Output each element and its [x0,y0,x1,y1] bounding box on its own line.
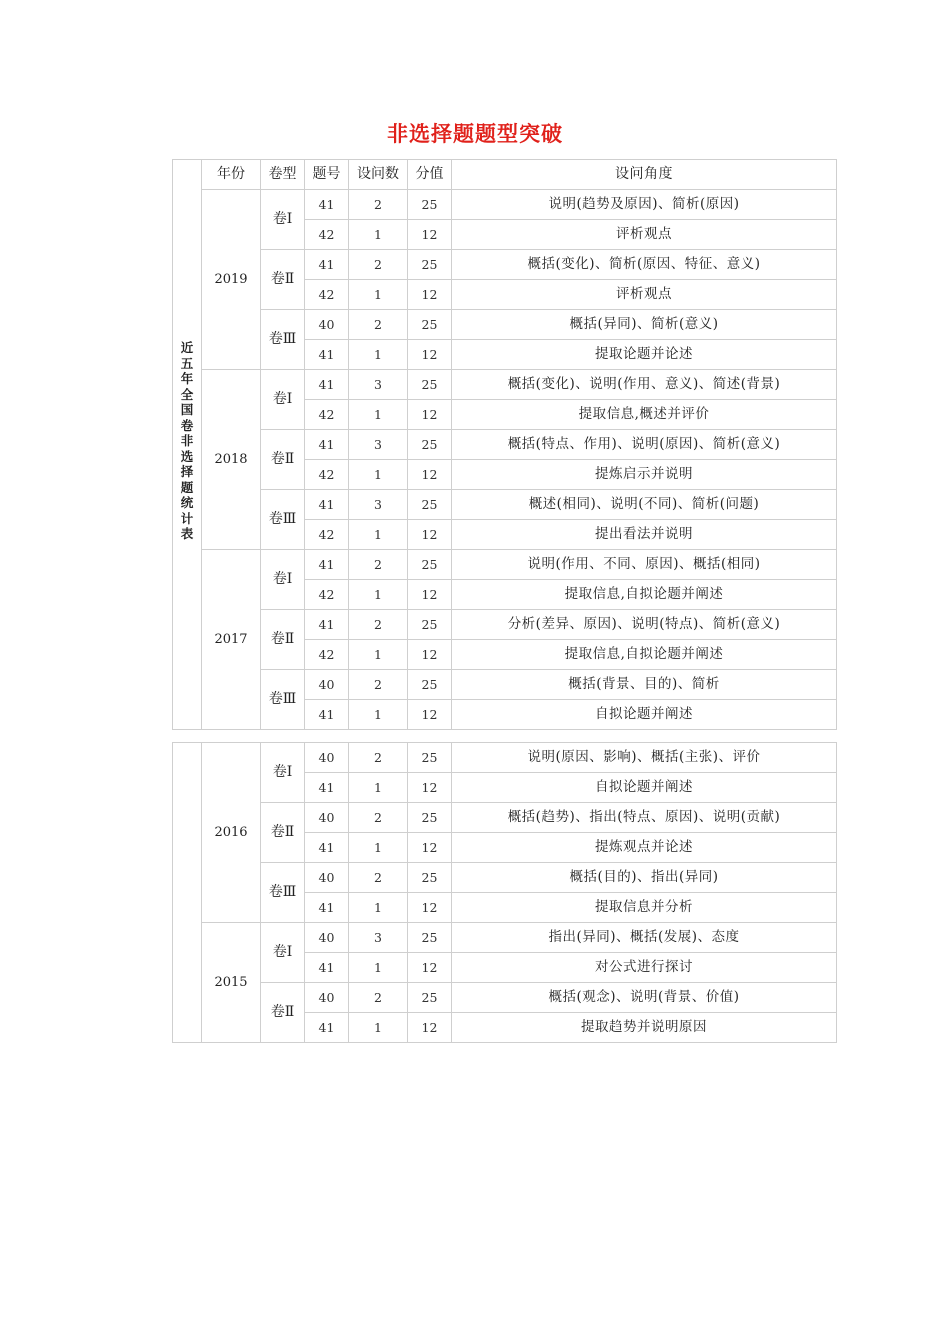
question-angle-cell: 指出(异同)、概括(发展)、态度 [452,923,837,953]
question-angle-cell: 概括(目的)、指出(异同) [452,863,837,893]
question-count-cell: 2 [349,803,408,833]
table-row [173,983,837,1013]
table-row [173,490,837,520]
question-count-cell: 2 [349,983,408,1013]
question-angle-cell: 提取信息并分析 [452,893,837,923]
question-number-cell: 42 [305,460,349,490]
question-number-cell: 41 [305,893,349,923]
paper-type-cell: 卷Ⅲ [261,670,305,730]
table-row [173,310,837,340]
question-angle-cell: 自拟论题并阐述 [452,700,837,730]
question-number-cell: 40 [305,863,349,893]
question-angle-cell: 对公式进行探讨 [452,953,837,983]
paper-type-cell: 卷Ⅰ [261,370,305,430]
score-cell: 25 [408,370,452,400]
side-label-cell [173,160,202,730]
question-number-cell: 41 [305,340,349,370]
table-row [173,803,837,833]
question-angle-cell: 说明(原因、影响)、概括(主张)、评价 [452,743,837,773]
question-number-cell: 42 [305,520,349,550]
question-angle-cell: 概括(趋势)、指出(特点、原因)、说明(贡献) [452,803,837,833]
paper-type-cell: 卷Ⅲ [261,310,305,370]
score-cell: 12 [408,460,452,490]
paper-type-cell: 卷Ⅰ [261,743,305,803]
paper-type-cell: 卷Ⅰ [261,923,305,983]
question-count-cell: 1 [349,893,408,923]
paper-type-cell: 卷Ⅲ [261,490,305,550]
table-header-row [173,160,837,190]
table-row [173,610,837,640]
score-cell: 12 [408,1013,452,1043]
question-number-cell: 42 [305,640,349,670]
question-count-cell: 1 [349,400,408,430]
score-cell: 25 [408,430,452,460]
score-cell: 12 [408,220,452,250]
score-cell: 25 [408,550,452,580]
question-count-cell: 1 [349,833,408,863]
score-cell: 12 [408,520,452,550]
score-cell: 12 [408,953,452,983]
question-angle-cell: 概括(背景、目的)、简析 [452,670,837,700]
score-cell: 25 [408,803,452,833]
question-angle-cell: 说明(趋势及原因)、简析(原因) [452,190,837,220]
header-cell: 设问角度 [452,160,837,190]
score-cell: 12 [408,833,452,863]
question-count-cell: 2 [349,670,408,700]
question-angle-cell: 概括(变化)、简析(原因、特征、意义) [452,250,837,280]
question-count-cell: 1 [349,640,408,670]
question-count-cell: 1 [349,773,408,803]
header-cell: 分值 [408,160,452,190]
score-cell: 12 [408,280,452,310]
question-angle-cell: 概括(变化)、说明(作用、意义)、简述(背景) [452,370,837,400]
question-number-cell: 41 [305,190,349,220]
question-number-cell: 42 [305,220,349,250]
question-number-cell: 40 [305,670,349,700]
page-title: 非选择题题型突破 [387,122,563,146]
score-cell: 25 [408,670,452,700]
question-number-cell: 40 [305,923,349,953]
question-count-cell: 3 [349,490,408,520]
question-number-cell: 41 [305,773,349,803]
question-count-cell: 2 [349,743,408,773]
question-number-cell: 42 [305,400,349,430]
paper-type-cell: 卷Ⅰ [261,550,305,610]
question-angle-cell: 概述(相同)、说明(不同)、简析(问题) [452,490,837,520]
table-row [173,430,837,460]
score-cell: 12 [408,700,452,730]
question-count-cell: 2 [349,550,408,580]
paper-type-cell: 卷Ⅱ [261,250,305,310]
question-angle-cell: 提取论题并论述 [452,340,837,370]
question-angle-cell: 提取信息,自拟论题并阐述 [452,640,837,670]
question-number-cell: 42 [305,280,349,310]
question-angle-cell: 概括(特点、作用)、说明(原因)、简析(意义) [452,430,837,460]
question-count-cell: 2 [349,250,408,280]
question-number-cell: 41 [305,490,349,520]
question-number-cell: 40 [305,743,349,773]
question-angle-cell: 说明(作用、不同、原因)、概括(相同) [452,550,837,580]
score-cell: 25 [408,490,452,520]
question-angle-cell: 评析观点 [452,280,837,310]
question-count-cell: 2 [349,190,408,220]
table-row [173,863,837,893]
question-number-cell: 42 [305,580,349,610]
question-number-cell: 41 [305,953,349,983]
score-cell: 25 [408,983,452,1013]
question-count-cell: 3 [349,430,408,460]
question-count-cell: 1 [349,280,408,310]
question-count-cell: 1 [349,580,408,610]
question-number-cell: 41 [305,250,349,280]
question-number-cell: 41 [305,1013,349,1043]
question-number-cell: 40 [305,803,349,833]
score-cell: 25 [408,190,452,220]
score-cell: 12 [408,893,452,923]
question-angle-cell: 提炼启示并说明 [452,460,837,490]
question-angle-cell: 概括(异同)、简析(意义) [452,310,837,340]
paper-type-cell: 卷Ⅰ [261,190,305,250]
question-angle-cell: 自拟论题并阐述 [452,773,837,803]
side-label-cell [173,743,202,1043]
question-count-cell: 1 [349,460,408,490]
question-number-cell: 41 [305,610,349,640]
table-row [173,550,837,580]
score-cell: 25 [408,743,452,773]
question-angle-cell: 提炼观点并论述 [452,833,837,863]
question-angle-cell: 提出看法并说明 [452,520,837,550]
score-cell: 12 [408,400,452,430]
question-number-cell: 41 [305,833,349,863]
score-cell: 25 [408,863,452,893]
question-count-cell: 1 [349,700,408,730]
year-cell: 2016 [202,743,261,923]
table-row [173,370,837,400]
score-cell: 12 [408,580,452,610]
question-count-cell: 1 [349,520,408,550]
header-cell: 年份 [202,160,261,190]
question-angle-cell: 提取趋势并说明原因 [452,1013,837,1043]
score-cell: 25 [408,923,452,953]
side-label: 近五年全国卷非选择题统计表 [180,340,194,541]
table-row [173,250,837,280]
question-count-cell: 2 [349,310,408,340]
year-cell: 2017 [202,550,261,730]
paper-type-cell: 卷Ⅱ [261,803,305,863]
header-cell: 题号 [305,160,349,190]
question-angle-cell: 概括(观念)、说明(背景、价值) [452,983,837,1013]
question-number-cell: 40 [305,983,349,1013]
paper-type-cell: 卷Ⅲ [261,863,305,923]
question-angle-cell: 分析(差异、原因)、说明(特点)、简析(意义) [452,610,837,640]
paper-type-cell: 卷Ⅱ [261,610,305,670]
score-cell: 12 [408,640,452,670]
score-cell: 25 [408,250,452,280]
question-number-cell: 41 [305,430,349,460]
question-count-cell: 3 [349,370,408,400]
header-cell: 设问数 [349,160,408,190]
question-angle-cell: 评析观点 [452,220,837,250]
question-count-cell: 1 [349,220,408,250]
year-cell: 2018 [202,370,261,550]
paper-type-cell: 卷Ⅱ [261,983,305,1043]
paper-type-cell: 卷Ⅱ [261,430,305,490]
score-cell: 12 [408,340,452,370]
stats-table-upper [172,159,837,730]
year-cell: 2019 [202,190,261,370]
score-cell: 25 [408,310,452,340]
score-cell: 12 [408,773,452,803]
table-row [173,670,837,700]
question-count-cell: 2 [349,610,408,640]
question-count-cell: 2 [349,863,408,893]
table-row [173,743,837,773]
question-number-cell: 40 [305,310,349,340]
question-number-cell: 41 [305,700,349,730]
question-count-cell: 3 [349,923,408,953]
question-count-cell: 1 [349,340,408,370]
year-cell: 2015 [202,923,261,1043]
question-count-cell: 1 [349,1013,408,1043]
question-angle-cell: 提取信息,自拟论题并阐述 [452,580,837,610]
question-number-cell: 41 [305,550,349,580]
header-cell: 卷型 [261,160,305,190]
table-row [173,190,837,220]
stats-table-lower [172,742,837,1043]
question-angle-cell: 提取信息,概述并评价 [452,400,837,430]
question-count-cell: 1 [349,953,408,983]
question-number-cell: 41 [305,370,349,400]
score-cell: 25 [408,610,452,640]
table-row [173,923,837,953]
